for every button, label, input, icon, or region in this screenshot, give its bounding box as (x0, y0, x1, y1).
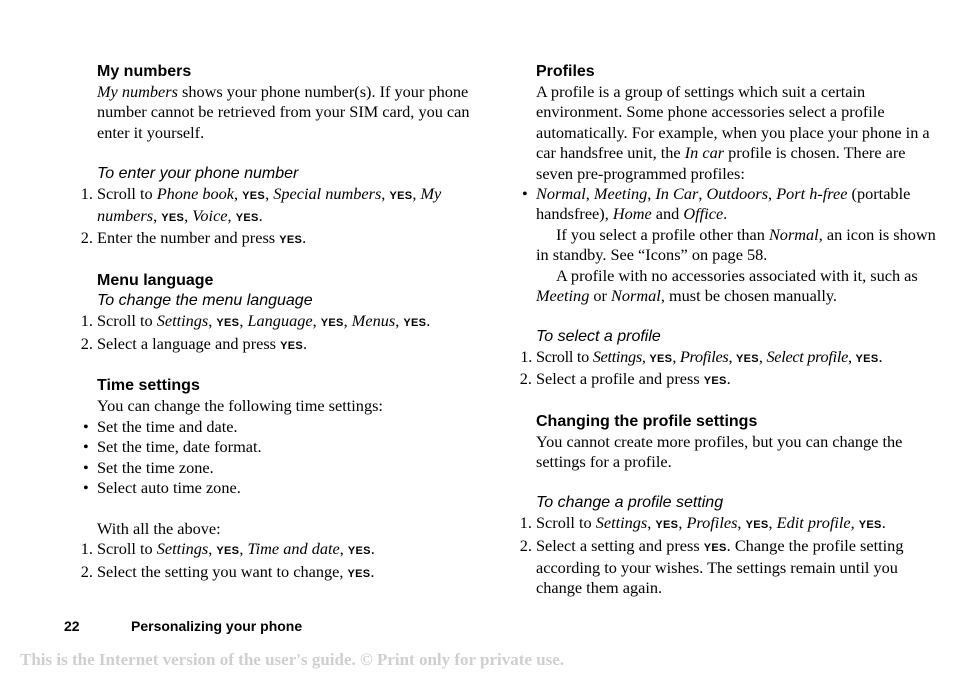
time-settings-with-all: With all the above: (97, 518, 221, 538)
step-select-profile-2: 2. Select a profile and press YES. (519, 369, 731, 389)
subheading-enter-number: To enter your phone number (97, 164, 299, 182)
profiles-paragraph-1: A profile is a group of settings which suit a certain environment. Some phone accessories select a profile automatically. For example, when you place your phone in a car handsfree unit, the In car profile is chosen. There are seven pre-programmed profiles: (536, 82, 930, 183)
right-column (519, 62, 936, 599)
step-change-profile-1: 1. Scroll to Settings, YES, Profiles, YES, Edit profile, YES. (519, 513, 886, 533)
profiles-paragraph-3: A profile with no accessories associated with it, such as Meeting or Normal, must be chosen manually. (536, 265, 918, 306)
heading-changing-profile-settings: Changing the profile settings (536, 413, 758, 431)
time-bullet: • Set the time, date format. (83, 437, 262, 457)
step-select-profile-1: 1. Scroll to Settings, YES, Profiles, YES, Select profile, YES. (520, 346, 883, 366)
page-number: 22 (64, 618, 80, 634)
step-enter-number-2: 2. Enter the number and press YES. (80, 228, 307, 248)
step-menu-language-2: 2. Select a language and press YES. (80, 333, 308, 353)
step-change-profile-2: 2. Select a setting and press YES. Change the profile setting according to your wishes. The settings remain until you change them again. (519, 535, 904, 598)
subheading-change-menu-language: To change the menu language (97, 292, 313, 310)
section-title: Personalizing your phone (131, 618, 303, 634)
time-settings-intro: You can change the following time settings: (97, 396, 383, 416)
profiles-bullet: • Normal, Meeting, In Car, Outdoors, Port h-free (portable handsfree), Home and Office. (522, 184, 911, 224)
left-column (80, 62, 492, 584)
subheading-select-profile: To select a profile (536, 327, 661, 345)
internet-version-note: This is the Internet version of the user's guide. © Print only for private use. (20, 650, 565, 669)
time-bullet: • Set the time zone. (83, 457, 214, 477)
time-bullet: • Select auto time zone. (83, 478, 241, 498)
time-bullet: • Set the time and date. (83, 416, 238, 436)
heading-my-numbers: My numbers (97, 63, 192, 80)
changing-paragraph: You cannot create more profiles, but you can change the settings for a profile. (536, 432, 903, 472)
profiles-paragraph-2: If you select a profile other than Normal, an icon is shown in standby. See “Icons” on page 58. (536, 224, 936, 265)
heading-menu-language: Menu language (97, 272, 214, 290)
heading-profiles: Profiles (536, 63, 595, 80)
step-time-1: 1. Scroll to Settings, YES, Time and date, YES. (80, 539, 375, 559)
step-enter-number-1: 1. Scroll to Phone book, YES, Special numbers, YES, My numbers, YES, Voice, YES. (80, 183, 442, 226)
step-time-2: 2. Select the setting you want to change, YES. (80, 561, 375, 581)
step-menu-language-1: 1. Scroll to Settings, YES, Language, YES, Menus, YES. (80, 311, 431, 331)
subheading-change-profile-setting: To change a profile setting (536, 494, 724, 512)
heading-time-settings: Time settings (97, 377, 200, 395)
my-numbers-paragraph: My numbers shows your phone number(s). If your phone number cannot be retrieved from your SIM card, you can enter it yourself. (97, 82, 470, 142)
